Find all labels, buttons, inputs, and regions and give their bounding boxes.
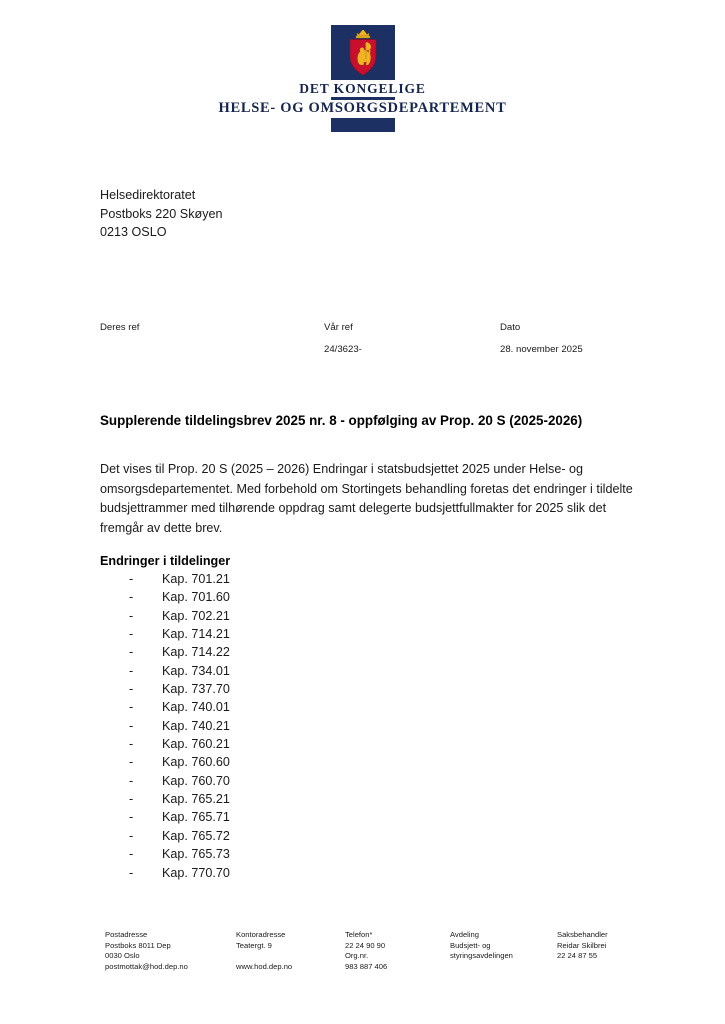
list-item-label: Kap. 765.21 [162,792,230,807]
footer-line-1: Budsjett- og [450,940,491,950]
deres-ref-column [100,319,139,341]
list-bullet-marker: - [129,865,134,880]
var-ref-label: Vår ref [324,322,353,333]
list-item-label: Kap. 702.21 [162,608,230,623]
list-item [100,680,400,698]
logo-wordmark-line-1: DET KONGELIGE [299,81,426,96]
list-bullet-marker: - [129,645,134,660]
list-item [100,845,400,863]
footer-heading: Telefon* [345,930,373,939]
list-bullet-marker: - [129,718,134,733]
kapittel-list [100,570,400,882]
list-bullet-marker: - [129,828,134,843]
section-heading-endringer: Endringer i tildelinger [100,554,231,568]
footer-line-1: Teatergt. 9 [236,940,272,950]
list-bullet-marker: - [129,700,134,715]
footer-email[interactable]: postmottak@hod.dep.no [105,961,188,971]
list-item [100,864,400,882]
recipient-street: Postboks 220 Skøyen [100,206,223,221]
var-ref-value: 24/3623- [324,344,362,355]
list-item [100,827,400,845]
letterhead-logo [0,14,725,132]
list-item-label: Kap. 734.01 [162,663,230,678]
list-item [100,607,400,625]
list-bullet-marker: - [129,792,134,807]
list-item-label: Kap. 760.60 [162,755,230,770]
footer-line-1: Reidar Skilbrei [557,940,607,950]
list-item [100,735,400,753]
list-item-label: Kap. 765.71 [162,810,230,825]
footer-line-1: Postboks 8011 Dep [105,940,171,950]
list-item-label: Kap. 740.01 [162,700,230,715]
list-bullet-marker: - [129,608,134,623]
list-bullet-marker: - [129,773,134,788]
footer-heading: Postadresse [105,930,148,939]
list-item [100,588,400,606]
footer-line-2: 0030 Oslo [105,951,140,961]
intro-paragraph: Det vises til Prop. 20 S (2025 – 2026) Endringar i statsbudsjettet 2025 under Helse- og omsorgsdepartementet. Med forbehold om Stortingets behandling foretas det endringer i tildelte budsjettrammer med tilhørende oppdrag samt delegerte budsjettfullmakter for 2025 slik det fremgår av dette brev. [100,462,633,535]
list-item-label: Kap. 701.21 [162,572,230,586]
list-item-label: Kap. 714.22 [162,645,230,660]
list-item [100,717,400,735]
list-bullet-marker: - [129,737,134,752]
footer-column-telefon [345,930,387,972]
footer-line-3: 983 887 406 [345,961,388,971]
list-item [100,698,400,716]
page-title: Supplerende tildelingsbrev 2025 nr. 8 - oppfølging av Prop. 20 S (2025-2026) [100,413,583,428]
list-bullet-marker: - [129,755,134,770]
footer-column-saksbehandler [557,930,608,962]
logo-wordmark-line-2: HELSE- OG OMSORGSDEPARTEMENT [218,100,507,116]
dato-column [500,319,583,359]
dato-label: Dato [500,322,521,333]
dato-value: 28. november 2025 [500,344,583,355]
footer-column-kontoradresse [236,930,292,972]
list-item-label: Kap. 737.70 [162,682,230,697]
list-bullet-marker: - [129,810,134,825]
list-bullet-marker: - [129,572,134,586]
footer-line-2: styringsavdelingen [450,951,513,961]
list-item-label: Kap. 701.60 [162,590,230,605]
footer-column-postadresse [105,930,188,972]
list-item [100,753,400,771]
list-item-label: Kap. 765.72 [162,828,230,843]
footer-line-2: 22 24 87 55 [557,951,598,961]
var-ref-column [324,319,362,359]
list-item-label: Kap. 765.73 [162,847,230,862]
footer-heading: Kontoradresse [236,930,286,939]
list-bullet-marker: - [129,663,134,678]
list-item-label: Kap. 760.70 [162,773,230,788]
list-item [100,625,400,643]
recipient-city: 0213 OSLO [100,225,167,240]
recipient-address-block [100,186,223,242]
list-item [100,662,400,680]
recipient-name: Helsedirektoratet [100,188,196,202]
list-item [100,643,400,661]
list-item-label: Kap. 760.21 [162,737,230,752]
footer-heading: Saksbehandler [557,930,608,939]
list-item [100,790,400,808]
list-item [100,808,400,826]
footer-line-1: 22 24 90 90 [345,940,386,950]
footer-column-avdeling [450,930,513,962]
footer-website[interactable]: www.hod.dep.no [236,961,293,971]
deres-ref-label: Deres ref [100,322,140,333]
list-bullet-marker: - [129,682,134,697]
list-bullet-marker: - [129,627,134,642]
list-bullet-marker: - [129,847,134,862]
list-item-label: Kap. 740.21 [162,718,230,733]
list-item [100,772,400,790]
norwegian-coat-of-arms-icon [347,30,379,76]
footer-line-2: Org.nr. [345,951,369,961]
list-bullet-marker: - [129,590,134,605]
list-item-label: Kap. 714.21 [162,627,230,642]
footer-heading: Avdeling [450,930,479,939]
list-item [100,570,400,588]
list-item-label: Kap. 770.70 [162,865,230,880]
